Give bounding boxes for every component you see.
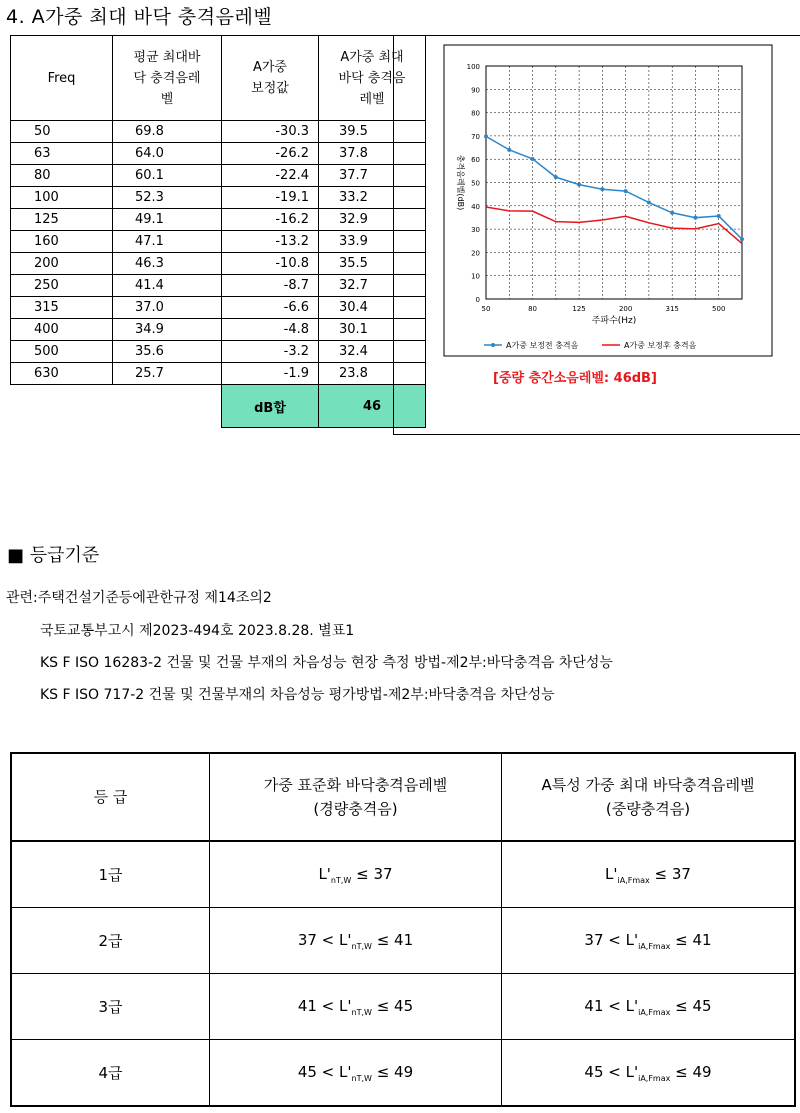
table-cell: -6.6 xyxy=(222,297,319,319)
impact-sound-table xyxy=(10,35,426,428)
table-cell: 23.8 xyxy=(319,363,426,385)
sum-empty-2 xyxy=(113,385,222,428)
grade-header-heavy-1: A특성 가중 최대 바닥충격음레벨 xyxy=(541,776,755,794)
section-title: 4. A가중 최대 바닥 충격음레벨 xyxy=(6,6,273,28)
criterion-upper: ≤ 45 xyxy=(376,996,414,1015)
grade-header-light xyxy=(210,753,502,841)
table-cell: 64.0 xyxy=(113,143,222,165)
series-point xyxy=(670,211,674,215)
table-cell: -16.2 xyxy=(222,209,319,231)
table-cell: -26.2 xyxy=(222,143,319,165)
criterion-lower: 41 < xyxy=(297,996,335,1015)
criterion-upper: ≤ 37 xyxy=(356,864,393,883)
table-cell: -22.4 xyxy=(222,165,319,187)
series-point xyxy=(624,189,628,193)
header-a-correction: A가중 보정값 xyxy=(222,36,319,121)
sum-row xyxy=(11,385,426,428)
grade-row xyxy=(11,1040,795,1107)
table-cell: -3.2 xyxy=(222,341,319,363)
table-cell: 400 xyxy=(11,319,113,341)
header-avg-level: 평균 최대바닥 충격음레벨 xyxy=(113,36,222,121)
table-cell: 160 xyxy=(11,231,113,253)
table-cell: 41.4 xyxy=(113,275,222,297)
grade-header-row xyxy=(11,753,795,841)
criterion-subscript: nT,W xyxy=(351,1007,372,1017)
table-row xyxy=(11,253,426,275)
table-cell: 63 xyxy=(11,143,113,165)
criterion-symbol: L' xyxy=(620,930,639,949)
table-cell: -30.3 xyxy=(222,121,319,143)
table-cell: 47.1 xyxy=(113,231,222,253)
y-tick-label: 20 xyxy=(471,249,480,258)
y-tick-label: 0 xyxy=(475,296,480,304)
table-cell: -1.9 xyxy=(222,363,319,385)
table-row xyxy=(11,209,426,231)
series-point xyxy=(554,175,558,179)
table-cell: -4.8 xyxy=(222,319,319,341)
table-row xyxy=(11,297,426,319)
table-cell: 37.7 xyxy=(319,165,426,187)
table-cell: 250 xyxy=(11,275,113,297)
table-row xyxy=(11,121,426,143)
table-row xyxy=(11,275,426,297)
header-freq: Freq xyxy=(11,36,113,121)
x-axis-label: 주파수(Hz) xyxy=(591,316,637,326)
y-tick-label: 10 xyxy=(471,272,480,281)
criterion-lower: 37 < xyxy=(297,930,335,949)
criterion-lower: 37 < xyxy=(584,930,621,949)
y-tick-label: 40 xyxy=(471,202,480,211)
legend-marker xyxy=(491,343,495,347)
sum-empty-1 xyxy=(11,385,113,428)
criterion-lower: 45 < xyxy=(584,1062,621,1081)
light-criterion-cell xyxy=(210,974,502,1040)
table-row xyxy=(11,165,426,187)
section-grade-title: ■ 등급기준 xyxy=(7,545,100,566)
series-point xyxy=(740,237,744,241)
series-point xyxy=(507,148,511,152)
table-cell: 30.1 xyxy=(319,319,426,341)
grade-header-light-1: 가중 표준화 바닥충격음레벨 xyxy=(263,776,448,794)
ref-line-4: KS F ISO 717-2 건물 및 건물부재의 차음성능 평가방법-제2부:바닥충격음 차단성능 xyxy=(40,687,555,703)
header-a-level: A가중 최대바닥 충격음레벨 xyxy=(319,36,426,121)
series-point xyxy=(647,201,651,205)
series-point xyxy=(531,157,535,161)
table-cell: 80 xyxy=(11,165,113,187)
grade-cell: 4급 xyxy=(11,1040,210,1107)
criterion-lower: 45 < xyxy=(297,1062,335,1081)
criterion-symbol: L' xyxy=(334,1062,352,1081)
chart-note: [중량 층간소음레벨: 46dB] xyxy=(493,371,657,386)
sum-value: 46 xyxy=(319,385,426,428)
criterion-subscript: iA,Fmax xyxy=(638,941,671,951)
table-row xyxy=(11,231,426,253)
criterion-subscript: nT,W xyxy=(330,875,352,885)
grade-row xyxy=(11,974,795,1040)
y-tick-label: 50 xyxy=(471,179,480,188)
y-tick-label: 30 xyxy=(471,226,480,235)
heavy-criterion-cell xyxy=(502,974,796,1040)
legend-label: A가중 보정후 충격음 xyxy=(624,341,697,350)
grade-row xyxy=(11,841,795,908)
y-axis-label: 충격음레벨(dB) xyxy=(456,154,465,211)
y-tick-label: 70 xyxy=(471,132,480,141)
criterion-symbol: L' xyxy=(620,996,639,1015)
criterion-symbol: L' xyxy=(318,864,331,883)
criterion-symbol: L' xyxy=(334,930,352,949)
criterion-lower: 41 < xyxy=(584,996,621,1015)
table-cell: 33.2 xyxy=(319,187,426,209)
grade-cell: 3급 xyxy=(11,974,210,1040)
table-cell: 34.9 xyxy=(113,319,222,341)
table-cell: 500 xyxy=(11,341,113,363)
criterion-upper: ≤ 41 xyxy=(675,930,712,949)
table-cell: 35.6 xyxy=(113,341,222,363)
y-tick-label: 80 xyxy=(471,109,480,118)
grade-cell: 1급 xyxy=(11,841,210,908)
criterion-subscript: nT,W xyxy=(351,941,372,951)
legend-label: A가중 보정전 충격음 xyxy=(506,341,579,350)
ref-line-2: 국토교통부고시 제2023-494호 2023.8.28. 별표1 xyxy=(40,623,355,639)
y-tick-label: 60 xyxy=(471,156,480,165)
criterion-symbol: L' xyxy=(605,864,618,883)
criterion-upper: ≤ 41 xyxy=(376,930,414,949)
criterion-upper: ≤ 45 xyxy=(675,996,712,1015)
grade-header-heavy-2: (중량충격음) xyxy=(605,800,691,818)
y-tick-label: 90 xyxy=(471,86,480,95)
table-cell: 37.0 xyxy=(113,297,222,319)
table-cell: 32.9 xyxy=(319,209,426,231)
table-cell: -13.2 xyxy=(222,231,319,253)
table-row xyxy=(11,319,426,341)
x-tick-label: 500 xyxy=(712,305,726,313)
table-cell: -10.8 xyxy=(222,253,319,275)
table-cell: 60.1 xyxy=(113,165,222,187)
heavy-criterion-cell xyxy=(502,908,796,974)
table-cell: 69.8 xyxy=(113,121,222,143)
criterion-symbol: L' xyxy=(620,1062,639,1081)
criterion-symbol: L' xyxy=(334,996,352,1015)
table-cell: 30.4 xyxy=(319,297,426,319)
table-cell: 49.1 xyxy=(113,209,222,231)
grade-row xyxy=(11,908,795,974)
table-cell: 37.8 xyxy=(319,143,426,165)
table-cell: 630 xyxy=(11,363,113,385)
heavy-criterion-cell xyxy=(502,1040,796,1107)
table-cell: 52.3 xyxy=(113,187,222,209)
criterion-upper: ≤ 37 xyxy=(654,864,691,883)
sum-label: dB합 xyxy=(222,385,319,428)
series-point xyxy=(577,183,581,187)
table-cell: 32.7 xyxy=(319,275,426,297)
grade-table xyxy=(10,752,796,1107)
criterion-subscript: iA,Fmax xyxy=(638,1007,671,1017)
grade-cell: 2급 xyxy=(11,908,210,974)
ref-line-1: 관련:주택건설기준등에관한규정 제14조의2 xyxy=(6,590,272,606)
table-row xyxy=(11,363,426,385)
table-header-row xyxy=(11,36,426,121)
table-cell: -8.7 xyxy=(222,275,319,297)
y-tick-label: 100 xyxy=(466,63,480,71)
criterion-subscript: nT,W xyxy=(351,1073,372,1083)
table-cell: 125 xyxy=(11,209,113,231)
table-cell: 33.9 xyxy=(319,231,426,253)
grade-header-grade: 등 급 xyxy=(11,753,210,841)
light-criterion-cell xyxy=(210,908,502,974)
impact-sound-chart xyxy=(394,36,800,366)
table-cell: 315 xyxy=(11,297,113,319)
x-tick-label: 315 xyxy=(665,305,679,313)
criterion-subscript: iA,Fmax xyxy=(638,1073,671,1083)
light-criterion-cell xyxy=(210,841,502,908)
table-cell: 46.3 xyxy=(113,253,222,275)
grade-header-light-2: (경량충격음) xyxy=(313,800,398,818)
ref-line-3: KS F ISO 16283-2 건물 및 건물 부재의 차음성능 현장 측정 방법-제2부:바닥충격음 차단성능 xyxy=(40,655,613,671)
grade-header-heavy xyxy=(502,753,796,841)
series-point xyxy=(693,216,697,220)
heavy-criterion-cell xyxy=(502,841,796,908)
table-cell: 100 xyxy=(11,187,113,209)
chart-panel xyxy=(393,35,800,435)
x-tick-label: 50 xyxy=(481,305,491,313)
x-tick-label: 125 xyxy=(572,305,586,313)
criterion-upper: ≤ 49 xyxy=(675,1062,712,1081)
table-cell: 35.5 xyxy=(319,253,426,275)
series-point xyxy=(717,214,721,218)
table-row xyxy=(11,341,426,363)
table-cell: 200 xyxy=(11,253,113,275)
table-cell: -19.1 xyxy=(222,187,319,209)
table-cell: 25.7 xyxy=(113,363,222,385)
series-point xyxy=(600,187,604,191)
criterion-subscript: iA,Fmax xyxy=(617,875,650,885)
criterion-upper: ≤ 49 xyxy=(376,1062,414,1081)
table-cell: 50 xyxy=(11,121,113,143)
x-tick-label: 200 xyxy=(618,305,633,313)
series-point xyxy=(484,134,488,138)
x-tick-label: 80 xyxy=(528,305,538,313)
table-row xyxy=(11,187,426,209)
table-cell: 39.5 xyxy=(319,121,426,143)
light-criterion-cell xyxy=(210,1040,502,1107)
table-cell: 32.4 xyxy=(319,341,426,363)
table-row xyxy=(11,143,426,165)
